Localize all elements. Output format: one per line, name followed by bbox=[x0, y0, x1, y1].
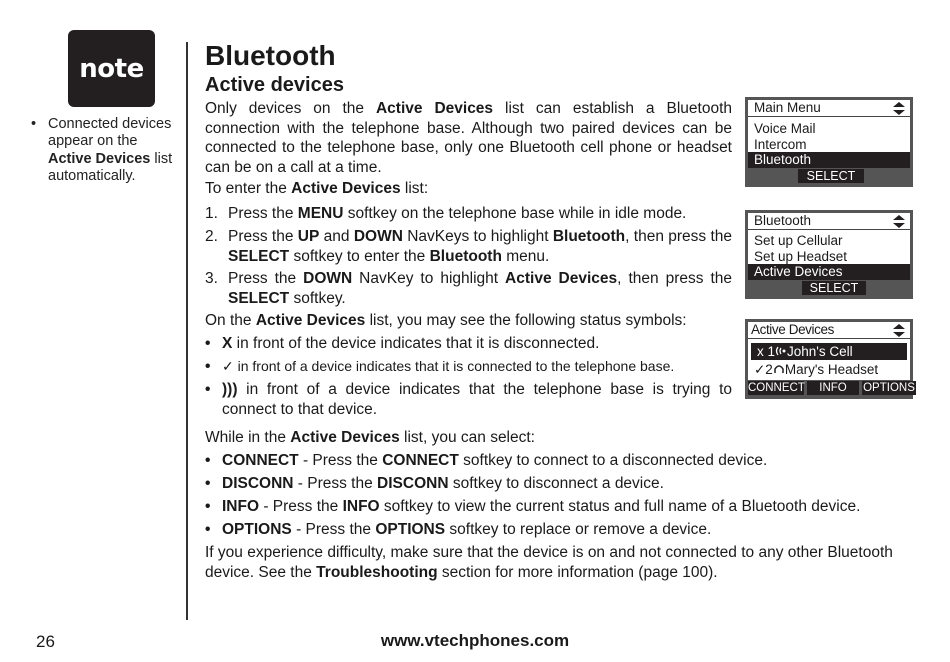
up-down-arrow-icon bbox=[893, 215, 905, 228]
connect-softkey[interactable]: CONNECT bbox=[748, 382, 805, 394]
screen-title: Main Menu bbox=[748, 100, 910, 117]
website-url: www.vtechphones.com bbox=[380, 631, 570, 650]
screen-item: Intercom bbox=[754, 136, 807, 152]
headset-icon bbox=[773, 363, 785, 375]
note-text bbox=[31, 116, 183, 185]
symbol-item: • ✓ in front of a device indicates that it is connected to the telephone base. bbox=[205, 358, 675, 375]
section-title: Active devices bbox=[205, 74, 344, 96]
lcd-screen-bluetooth bbox=[745, 210, 913, 299]
option-item: • INFO - Press the INFO softkey to view the current status and full name of a Bluetooth device. bbox=[205, 498, 861, 515]
status-line: On the Active Devices list, you may see the following status symbols: bbox=[205, 312, 687, 329]
softkey-bar bbox=[748, 168, 910, 184]
trying-connect-icon bbox=[775, 345, 787, 357]
screen-item: Set up Cellular bbox=[754, 233, 843, 248]
intro-paragraph: Only devices on the Active Devices list can establish a Bluetooth connection with the telephone base. Although two paired devices can be connected to the telephone base, only one Bluetooth cell phone or headset can be on a call at a time. bbox=[205, 100, 732, 176]
softkey-bar bbox=[748, 380, 915, 396]
screen-item-highlighted: Active Devices bbox=[748, 264, 910, 280]
note-badge bbox=[68, 30, 155, 107]
screen-title: Active Devices bbox=[748, 322, 910, 339]
note-badge-label: note bbox=[79, 53, 144, 84]
select-line: While in the Active Devices list, you can select: bbox=[205, 429, 535, 446]
step-item: 2. Press the UP and DOWN NavKeys to highlight Bluetooth, then press the SELECT softkey to enter the Bluetooth menu. bbox=[205, 228, 733, 265]
select-softkey[interactable]: SELECT bbox=[802, 281, 866, 295]
up-down-arrow-icon bbox=[893, 324, 905, 337]
note-text-bold: Active Devices bbox=[48, 150, 151, 167]
bullet: • bbox=[31, 116, 37, 132]
symbol-item: • X in front of the device indicates that it is disconnected. bbox=[205, 335, 600, 352]
lcd-screen-active-devices bbox=[745, 319, 913, 399]
closing-paragraph: If you experience difficulty, make sure that the device is on and not connected to any other Bluetooth device. See the Troubleshooting section for more information (page 100). bbox=[205, 544, 893, 581]
screen-item-highlighted: x 1 John's Cell bbox=[751, 343, 907, 360]
up-down-arrow-icon bbox=[893, 102, 905, 115]
note-text-pre: Connected devices appear on the bbox=[48, 116, 172, 150]
option-item: • DISCONN - Press the DISCONN softkey to disconnect a device. bbox=[205, 475, 664, 492]
step-item: 3. Press the DOWN NavKey to highlight Active Devices, then press the SELECT softkey. bbox=[205, 270, 733, 307]
screen-item: ✓2 Mary's Headset bbox=[754, 362, 879, 377]
lcd-screen-main-menu bbox=[745, 97, 913, 187]
softkey-bar bbox=[748, 280, 910, 296]
enter-line: To enter the Active Devices list: bbox=[205, 180, 429, 197]
screen-item-highlighted: Bluetooth bbox=[748, 152, 910, 168]
info-softkey[interactable]: INFO bbox=[807, 381, 859, 395]
select-softkey[interactable]: SELECT bbox=[798, 169, 864, 183]
option-item: • OPTIONS - Press the OPTIONS softkey to replace or remove a device. bbox=[205, 521, 712, 538]
screen-title: Bluetooth bbox=[748, 213, 910, 230]
options-softkey[interactable]: OPTIONS bbox=[863, 382, 915, 394]
screen-item: Voice Mail bbox=[754, 121, 816, 136]
column-divider bbox=[186, 42, 188, 620]
option-item: • CONNECT - Press the CONNECT softkey to connect to a disconnected device. bbox=[205, 452, 768, 469]
page-number: 26 bbox=[36, 632, 55, 651]
step-item: 1. Press the MENU softkey on the telephone base while in idle mode. bbox=[205, 205, 687, 222]
note-text-post: list automatically. bbox=[48, 150, 173, 184]
symbol-item: • ))) in front of a device indicates that the telephone base is trying to connect to that device. bbox=[205, 381, 732, 418]
screen-item: Set up Headset bbox=[754, 248, 848, 264]
page-title: Bluetooth bbox=[205, 40, 336, 71]
